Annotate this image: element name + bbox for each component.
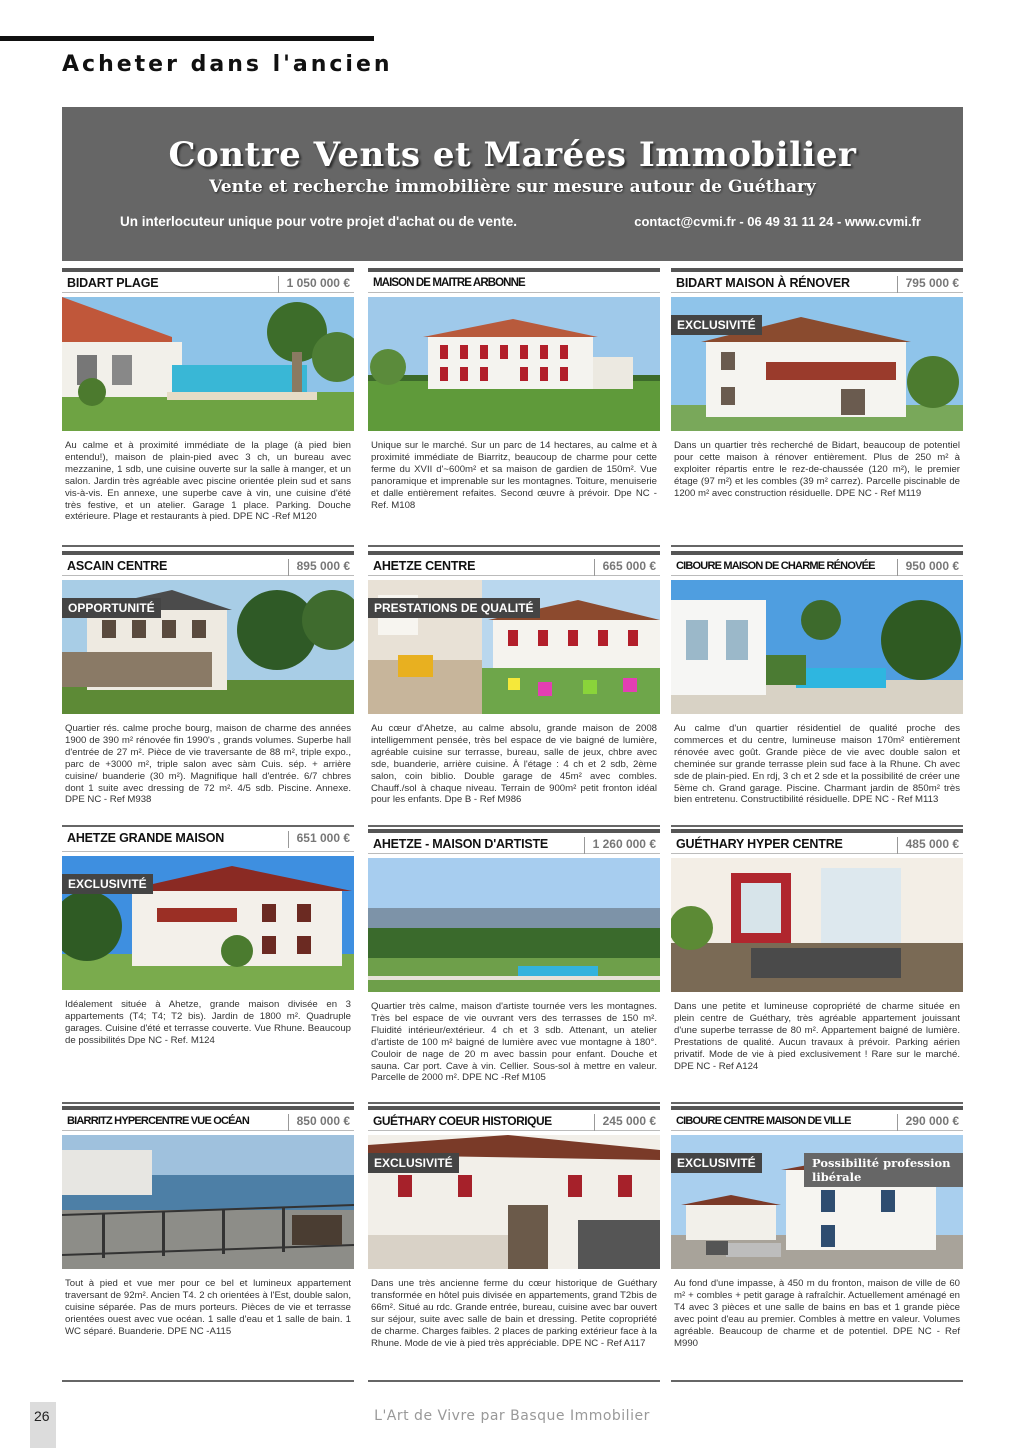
listing-description: Dans un quartier très recherché de Bidart, beaucoup de potentiel pour cette maison à rénover entièrement. Plus de 250 m² à exploiter répartis entre le rez-de-chaussée (120 m²), le premier étage (97 m²) et les combles (39 m² carrez). Parcelle piscinable de 1200 m² avec construction résiduelle. DPE NC - Ref M119 [674, 440, 960, 499]
card-divider [62, 545, 354, 547]
listing-card[interactable] [62, 551, 354, 806]
listing-header [62, 827, 354, 852]
listing-photo[interactable] [368, 297, 660, 431]
listing-photo[interactable] [368, 1135, 660, 1269]
listing-card[interactable] [368, 829, 660, 1084]
card-divider [62, 1380, 354, 1382]
listing-title: MAISON DE MAITRE ARBONNE [373, 277, 525, 289]
listing-title: ASCAIN CENTRE [67, 559, 168, 573]
listing-price: 795 000 € [897, 276, 959, 293]
listing-description: Tout à pied et vue mer pour ce bel et lumineux appartement traversant de 92m². Ancien T4. 2 ch orientées à l'Est, double salon, cuisine séparée. Pas de murs porteurs. Pièces de vie et terrasse orientées ouest avec vue océan. 1 salle d'eau et 1 salle de bain. 1 WC séparé. Buanderie. DPE NC -A115 [65, 1278, 351, 1337]
listing-photo[interactable] [671, 580, 963, 714]
listing-title: CIBOURE MAISON DE CHARME RÉNOVÉE [676, 560, 875, 572]
top-rule [0, 36, 374, 41]
listing-header [62, 1106, 354, 1131]
card-divider [671, 545, 963, 547]
listing-card[interactable] [62, 1106, 354, 1338]
listing-badge: PRESTATIONS DE QUALITÉ [368, 598, 540, 618]
listing-description: Quartier très calme, maison d'artiste tournée vers les montagnes. Très bel espace de vie ouvrant vers des terrasses de 150 m². Fluidité intérieur/extérieur. 4 ch et 3 sdb. Attenant, un atelier d'artiste de 100 m² baigné de lumière avec vue montagne à 180°. Couloir de nage de 20 m avec bassin pour enfant. Douche et sauna. Car port. Cave à vin. Cellier. Sous-sol à mettre en valeur. Parcelle de 2000 m². DPE NC -Ref M105 [371, 1001, 657, 1084]
listing-card[interactable] [671, 268, 963, 500]
card-divider [671, 825, 963, 827]
listing-header [671, 1106, 963, 1131]
listing-photo[interactable] [62, 297, 354, 431]
listing-title: AHETZE - MAISON D'ARTISTE [373, 837, 549, 851]
listing-title: BIARRITZ HYPERCENTRE VUE OCÉAN [67, 1115, 249, 1127]
listing-title: AHETZE CENTRE [373, 559, 476, 573]
listing-header [671, 829, 963, 854]
listing-photo[interactable] [62, 1135, 354, 1269]
listing-description: Au fond d'une impasse, à 450 m du fronton, maison de ville de 60 m² + combles + petit garage à rafraîchir. Actuellement aménagé en T4 avec 3 pièces et une salle de bains en bas et 1 grande pièce avec point d'eau au premier. Combles à mettre en valeur. Volumes agréable. Beaucoup de charme et de potentiel. DPE NC - Ref M990 [674, 1278, 960, 1349]
card-divider [671, 1380, 963, 1382]
page-number: 26 [34, 1408, 50, 1424]
listing-description: Dans une petite et lumineuse copropriété de charme située en plein centre de Guéthary, très agréable appartement jouissant d'une superbe terrasse de 80 m². Appartement baigné de lumière. Prestations de qualité. Aucun travaux à prévoir. Parking aérien privatif. Mode de vie à pied exclusivement ! Rare sur le marché. DPE NC - Ref A124 [674, 1001, 960, 1072]
listing-photo[interactable] [62, 580, 354, 714]
listing-card[interactable] [62, 827, 354, 1047]
listing-card[interactable] [671, 829, 963, 1072]
card-divider [368, 1102, 660, 1104]
listing-card[interactable] [62, 268, 354, 523]
card-divider [368, 825, 660, 827]
listing-card[interactable] [671, 551, 963, 806]
listing-price: 950 000 € [897, 559, 959, 576]
listing-title: AHETZE GRANDE MAISON [67, 831, 225, 845]
listing-title: GUÉTHARY HYPER CENTRE [676, 837, 843, 851]
listing-description: Dans une très ancienne ferme du cœur historique de Guéthary transformée en hôtel puis divisée en appartements, grand T2bis de 66m². Situé au rdc. Grande entrée, bureau, cuisine avec bar ouvert sur séjour, suite avec salle de bain et dressing. Petite copropriété de charme. Charges faibles. 2 places de parking extérieur face à la Rhune. Mode de vie à pied très appréciable. DPE NC - Ref A117 [371, 1278, 657, 1349]
listing-price: 665 000 € [594, 559, 656, 576]
listing-card[interactable] [671, 1106, 963, 1349]
listing-badge: EXCLUSIVITÉ [671, 1153, 762, 1173]
listing-badge-secondary: Possibilité profession libérale [804, 1153, 963, 1187]
listing-photo[interactable] [671, 858, 963, 992]
listing-badge: EXCLUSIVITÉ [671, 315, 762, 335]
listing-price: 245 000 € [594, 1114, 656, 1131]
listing-price: 651 000 € [288, 831, 350, 848]
agency-banner [62, 107, 963, 261]
listing-header [368, 1106, 660, 1131]
banner-tagline: Un interlocuteur unique pour votre projet d'achat ou de vente. [120, 214, 517, 229]
listing-photo[interactable] [368, 858, 660, 992]
listing-description: Au calme d'un quartier résidentiel de qualité proche des commerces et du centre, lumineuse maison 170m² entièrement rénovée avec goût. Grande pièce de vie avec double salon et cheminée sur grande terrasse plein sud face à la Rhune. Ch avec sde de plain-pied. En rdj, 3 ch et 2 sde et la possibilité de créer une 5ème ch. Grand garage. Piscine. Charmant jardin de 850m² très bien entretenu. Constructibilité résiduelle. DPE NC - Ref M113 [674, 723, 960, 806]
listing-description: Idéalement située à Ahetze, grande maison divisée en 3 appartements (T4; T4; T2 bis). Jardin de 1800 m². Quadruple garages. Cuisine d'été et terrasse couverte. Vue Rhune. Beaucoup de possibilités Dpe NC - Ref. M124 [65, 999, 351, 1046]
listing-header [62, 551, 354, 576]
listing-price: 1 050 000 € [278, 276, 350, 293]
listing-photo[interactable] [671, 1135, 963, 1269]
listing-price: 1 260 000 € [584, 837, 656, 854]
listing-header [368, 268, 660, 293]
listing-badge: EXCLUSIVITÉ [368, 1153, 459, 1173]
listing-price: 895 000 € [288, 559, 350, 576]
listing-photo[interactable] [368, 580, 660, 714]
card-divider [62, 1102, 354, 1104]
listing-description: Au cœur d'Ahetze, au calme absolu, grande maison de 2008 intelligemment pensée, très bel espace de vie baigné de lumière, agréable cuisine sur terrasse, bureau, salle de jeux, chbre avec sde, buanderie, arrière cuisine. À l'étage : 4 ch et 2 sdb, 2ème salon, coin biblio. Double garage de 45m² avec combles. Chauff./sol à chaque niveau. Terrain de 900m² petit fronton idéal pour les enfants. Dpe B - Ref M986 [371, 723, 657, 806]
listing-header [671, 551, 963, 576]
listing-header [368, 829, 660, 854]
banner-subtitle: Vente et recherche immobilière sur mesure autour de Guéthary [209, 177, 816, 197]
listing-title: BIDART PLAGE [67, 276, 159, 290]
listing-card[interactable] [368, 268, 660, 511]
section-title: Acheter dans l'ancien [62, 52, 393, 77]
listing-title: CIBOURE CENTRE MAISON DE VILLE [676, 1115, 851, 1127]
listing-card[interactable] [368, 1106, 660, 1349]
card-divider [368, 1380, 660, 1382]
listing-price: 485 000 € [897, 837, 959, 854]
listing-header [368, 551, 660, 576]
listing-description: Au calme et à proximité immédiate de la plage (à pied bien entendu!), maison de plain-pied avec 3 ch, un bureau avec mezzanine, 1 sdb, une cuisine ouverte sur la salle à manger, et un salon. Jardin très agréable avec piscine orientée plein sud et sans vis-à-vis. En annexe, une superbe cave à vin, une cuisine d'été très festive, et un atelier. Garage 1 place. Parking. Douche extérieure. Plage et restaurants à pied. DPE NC -Ref M120 [65, 440, 351, 523]
card-divider [671, 1102, 963, 1104]
listing-title: BIDART MAISON À RÉNOVER [676, 276, 850, 290]
listing-badge: EXCLUSIVITÉ [62, 874, 153, 894]
banner-title: Contre Vents et Marées Immobilier [168, 135, 857, 175]
listing-price: 850 000 € [288, 1114, 350, 1131]
banner-contact[interactable]: contact@cvmi.fr - 06 49 31 11 24 - www.cvmi.fr [634, 214, 921, 229]
listing-header [62, 268, 354, 293]
listing-card[interactable] [368, 551, 660, 806]
listing-badge: OPPORTUNITÉ [62, 598, 161, 618]
card-divider [368, 545, 660, 547]
listing-description: Quartier rés. calme proche bourg, maison de charme des années 1900 de 390 m² rénovée fin 1990's , grands volumes. Superbe hall d'entrée de 27 m². Pièce de vie traversante de 88 m², triple expo., parc de +3000 m², triple salon avec sàm Cuis. sép. + arrière cuisine/ buanderie (30 m²). Magnifique hall d'entrée. 6/7 chbres dont 1 suite avec dressing de 72 m². 4/5 sdb. Piscine. Annexe. DPE NC - Ref M938 [65, 723, 351, 806]
listing-header [671, 268, 963, 293]
listing-price: 290 000 € [897, 1114, 959, 1131]
listing-title: GUÉTHARY COEUR HISTORIQUE [373, 1114, 552, 1128]
listing-photo[interactable] [62, 856, 354, 990]
listing-description: Unique sur le marché. Sur un parc de 14 hectares, au calme et à proximité immédiate de Biarritz, beaucoup de charme pour cette ferme du XVII d'~600m² et sa maison de gardien de 150m². Vue panoramique et imprenable sur les montagnes. Toiture, menuiserie et dalle entièrement refaites. Second œuvre à prévoir. Dpe NC - Ref. M108 [371, 440, 657, 511]
listing-photo[interactable] [671, 297, 963, 431]
footer-text: L'Art de Vivre par Basque Immobilier [374, 1408, 650, 1424]
